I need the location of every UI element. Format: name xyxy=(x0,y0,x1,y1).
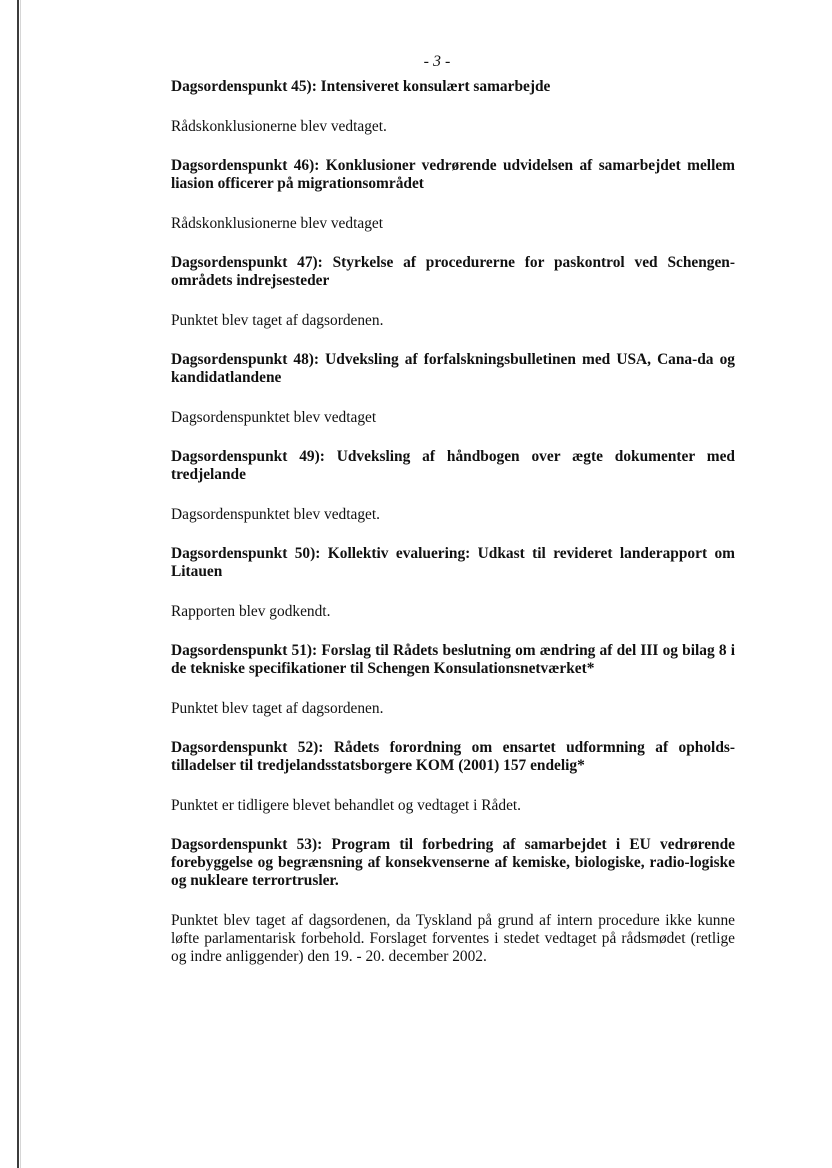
agenda-item-result: Rådskonklusionerne blev vedtaget. xyxy=(171,118,387,135)
agenda-item-48 xyxy=(171,351,735,427)
agenda-item-52 xyxy=(171,739,735,815)
agenda-item-heading: Dagsordenspunkt 46): Konklusioner vedrørende udvidelsen af samarbejdet mellem liasion officerer på migrationsområdet xyxy=(171,157,735,192)
agenda-item-heading: Dagsordenspunkt 48): Udveksling af forfalskningsbulletinen med USA, Cana-da og kandidatlandene xyxy=(171,351,735,386)
agenda-item-heading: Dagsordenspunkt 50): Kollektiv evaluering: Udkast til revideret landerapport om Litauen xyxy=(171,545,735,580)
agenda-item-heading: Dagsordenspunkt 53): Program til forbedring af samarbejdet i EU vedrørende forebyggelse og begrænsning af konsekvenserne af kemiske, biologiske, radio-logiske og nukleare terrortrusler. xyxy=(171,836,735,889)
agenda-item-49 xyxy=(171,448,735,524)
scan-left-edge-shadow xyxy=(20,0,21,1168)
agenda-item-heading: Dagsordenspunkt 47): Styrkelse af procedurerne for paskontrol ved Schengen-områdets indrejsesteder xyxy=(171,254,735,289)
agenda-items xyxy=(171,78,735,966)
scan-left-edge xyxy=(17,0,19,1168)
agenda-item-51 xyxy=(171,642,735,718)
agenda-item-result: Punktet blev taget af dagsordenen. xyxy=(171,700,384,717)
agenda-item-heading: Dagsordenspunkt 52): Rådets forordning om ensartet udformning af opholds-tilladelser til tredjelandsstatsborgere KOM (2001) 157 endelig* xyxy=(171,739,735,774)
agenda-item-45 xyxy=(171,78,735,136)
agenda-item-result: Rapporten blev godkendt. xyxy=(171,603,331,620)
agenda-item-heading: Dagsordenspunkt 49): Udveksling af håndbogen over ægte dokumenter med tredjelande xyxy=(171,448,735,483)
agenda-item-46 xyxy=(171,157,735,233)
page-number: - 3 - xyxy=(423,53,451,70)
agenda-item-result: Punktet blev taget af dagsordenen, da Tyskland på grund af intern procedure ikke kunne løfte parlamentarisk forbehold. Forslaget forventes i stedet vedtaget på rådsmødet (retlige og indre anliggender) den 19. - 20. december 2002. xyxy=(171,912,735,965)
agenda-item-result: Punktet er tidligere blevet behandlet og vedtaget i Rådet. xyxy=(171,797,522,814)
agenda-item-result: Punktet blev taget af dagsordenen. xyxy=(171,312,384,329)
agenda-item-result: Dagsordenspunktet blev vedtaget. xyxy=(171,506,380,523)
agenda-item-result: Rådskonklusionerne blev vedtaget xyxy=(171,215,383,232)
agenda-item-result: Dagsordenspunktet blev vedtaget xyxy=(171,409,377,426)
agenda-item-heading: Dagsordenspunkt 45): Intensiveret konsulært samarbejde xyxy=(171,78,551,95)
agenda-item-50 xyxy=(171,545,735,621)
agenda-item-47 xyxy=(171,254,735,330)
agenda-item-53 xyxy=(171,836,735,966)
agenda-item-heading: Dagsordenspunkt 51): Forslag til Rådets beslutning om ændring af del III og bilag 8 i de tekniske specifikationer til Schengen Konsulationsnetværket* xyxy=(171,642,735,677)
